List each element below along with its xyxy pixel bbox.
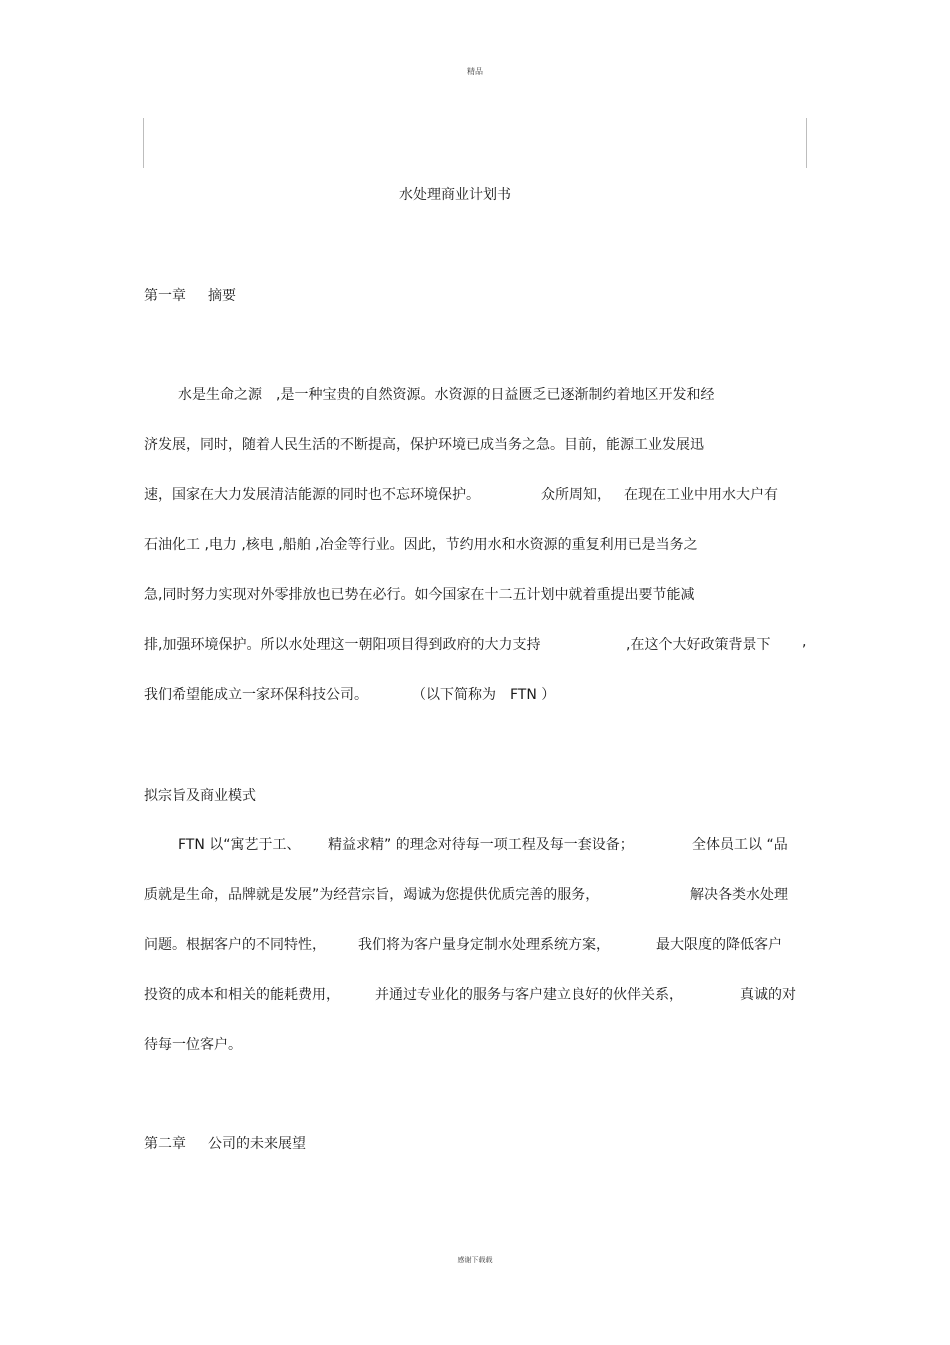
paragraph-line: 解决各类水处理 — [690, 887, 788, 903]
paragraph-line: 质就是生命，品牌就是发展”为经营宗旨，竭诚为您提供优质完善的服务， — [144, 887, 600, 903]
left-margin-rule — [143, 118, 144, 168]
paragraph-line: 我们将为客户量身定制水处理系统方案， — [358, 937, 610, 953]
paragraph-line: （以下简称为 FTN ） — [412, 687, 556, 703]
paragraph-line: 急,同时努力实现对外零排放也已势在必行。如今国家在十二五计划中就着重提出要节能减 — [144, 587, 695, 603]
footer-watermark: 感谢下载载 — [457, 1256, 493, 1264]
document-title: 水处理商业计划书 — [399, 187, 511, 203]
chapter-one-heading — [144, 285, 236, 305]
paragraph-line: 最大限度的降低客户 — [656, 937, 782, 953]
chapter-number: 第一章 — [144, 288, 186, 304]
paragraph-line: 济发展，同时，随着人民生活的不断提高，保护环境已成当务之急。目前，能源工业发展迅 — [144, 437, 704, 453]
paragraph-line: ,在这个大好政策背景下 — [626, 637, 771, 653]
right-margin-rule — [806, 118, 807, 168]
paragraph-line: FTN 以“寓艺于工、 — [178, 837, 301, 853]
paragraph-line: 我们希望能成立一家环保科技公司。 — [144, 687, 368, 703]
paragraph-line: 全体员工以 “品 — [692, 837, 788, 853]
paragraph-line: 精益求精” 的理念对待每一项工程及每一套设备； — [328, 837, 634, 853]
chapter-name: 公司的未来展望 — [208, 1136, 306, 1152]
chapter-name: 摘要 — [208, 288, 236, 304]
section-heading: 拟宗旨及商业模式 — [144, 788, 256, 804]
paragraph-line: 问题。根据客户的不同特性， — [144, 937, 326, 953]
paragraph-line: 真诚的对 — [740, 987, 796, 1003]
paragraph-line: 在现在工业中用水大户有 — [624, 487, 778, 503]
paragraph-line: 待每一位客户。 — [144, 1037, 242, 1053]
paragraph-line: , — [802, 634, 807, 650]
paragraph-line: 众所周知， — [541, 487, 611, 503]
header-watermark: 精品 — [467, 67, 483, 76]
paragraph-line: 并通过专业化的服务与客户建立良好的伙伴关系， — [375, 987, 683, 1003]
paragraph-line: 排,加强环境保护。所以水处理这一朝阳项目得到政府的大力支持 — [144, 637, 541, 653]
paragraph-line: 投资的成本和相关的能耗费用， — [144, 987, 340, 1003]
paragraph-line: 速，国家在大力发展清洁能源的同时也不忘环境保护。 — [144, 487, 480, 503]
chapter-number: 第二章 — [144, 1136, 186, 1152]
paragraph-line: 石油化工 ,电力 ,核电 ,船舶 ,冶金等行业。因此，节约用水和水资源的重复利用已是当务之 — [144, 537, 698, 553]
paragraph-line: 水是生命之源 ,是一种宝贵的自然资源。水资源的日益匮乏已逐渐制约着地区开发和经 — [178, 387, 715, 403]
chapter-two-heading — [144, 1133, 306, 1153]
